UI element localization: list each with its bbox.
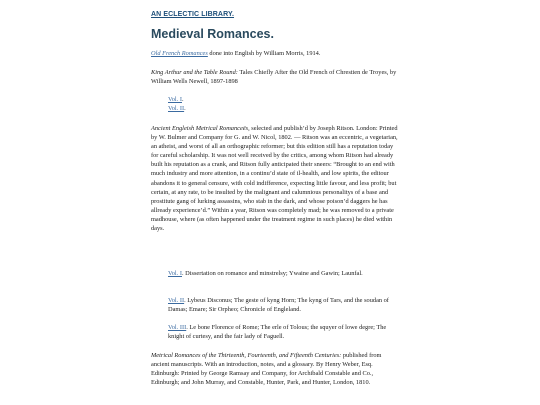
- entry-weber-metrical-romances: [151, 351, 401, 387]
- ritson-vol-2: [168, 296, 401, 314]
- entry-old-french-romances: [151, 49, 401, 58]
- entry-text: selected and publish’d by Joseph Ritson. London: Printed by W. Bulmer and Company for G. and W. Nicol, 1802. — Ritson was an eccentric, a vegetarian, an atheist, and worst of all an orthographic reformer; but this edition still has a reputation today for careful scholarship. It was not well received by the critics, among whom Ritson had already built his reputation as a crank, and Ritson fully anticipated their sneers: “Brought to an end with much industry and more attention, in a continu’d state of il-health, and low spirits, the editour abandons it to general censure, with cold indifference, expecting little favour, and less profit; but certain, at any rate, to be insulted by the malignant and calumnious personalitys of a base and prostitute gang of lurking assassins, who stab in the dark, and whose poison’d daggers he has allready experience’d.” Within a year, Ritson was completely mad; he was removed to a private madhouse, where (as often happened under the treatment regime in such places) he died within days.: [151, 125, 398, 233]
- vol-3-link[interactable]: Vol. III: [168, 324, 187, 331]
- entry-text: done into English by William Morris, 1914.: [207, 50, 321, 57]
- entry-title: Metrical Romances of the Thirteenth, Fourteenth, and Fifteenth Centuries:: [151, 352, 342, 359]
- site-header: [151, 11, 234, 18]
- vol-1-link[interactable]: Vol. I: [168, 96, 182, 103]
- entry-ancient-metrical-romances: [151, 124, 401, 233]
- ritson-vol-3: [168, 323, 401, 341]
- entry-title: King Arthur and the Table Round:: [151, 69, 238, 76]
- vol-2-link[interactable]: Vol. II: [168, 105, 185, 112]
- king-arthur-vol-1: [168, 95, 401, 104]
- vol-description: . Dissertation on romance and minstrelsy; Ywaine and Gawin; Launfal.: [181, 270, 363, 277]
- vol-1-link[interactable]: Vol. I: [168, 270, 182, 277]
- king-arthur-vol-2: [168, 104, 401, 113]
- vol-description: . Le bone Florence of Rome; The erle of Tolous; the squyer of lowe degre; The knight of curtesy, and the fair lady of Faguell.: [168, 324, 387, 341]
- entry-king-arthur: [151, 68, 401, 86]
- vol-suffix: .: [184, 105, 186, 112]
- library-home-link[interactable]: AN ECLECTIC LIBRARY: [151, 11, 232, 18]
- vol-description: . Lybeus Disconus; The geste of kyng Horn; The kyng of Tars, and the soudan of Damas; Emare; Sir Orpheo; Chronicle of Engleland.: [168, 297, 389, 314]
- old-french-romances-link[interactable]: Old French Romances: [151, 50, 208, 57]
- entry-text: Tales Chiefly After the Old French of Chrestien de Troyes, by William Wells Newell, 1897-1898: [151, 69, 397, 86]
- entry-title: Ancient Engleish Metrical Romanceës,: [151, 125, 250, 132]
- entry-text: published from ancient manuscripts. With an introduction, notes, and a glossary. By Henry Weber, Esq. Edinburgh: Printed by George Ramsay and Company, for Archibald Constable and Co., Edinburgh; and John Murray, and Constable, Hunter, Park, and Hunter, London, 1810.: [151, 352, 382, 387]
- page-title: Medieval Romances.: [151, 27, 274, 41]
- header-dot: .: [231, 11, 235, 18]
- ritson-vol-1: [168, 269, 401, 278]
- vol-2-link[interactable]: Vol. II: [168, 297, 185, 304]
- vol-suffix: .: [181, 96, 184, 103]
